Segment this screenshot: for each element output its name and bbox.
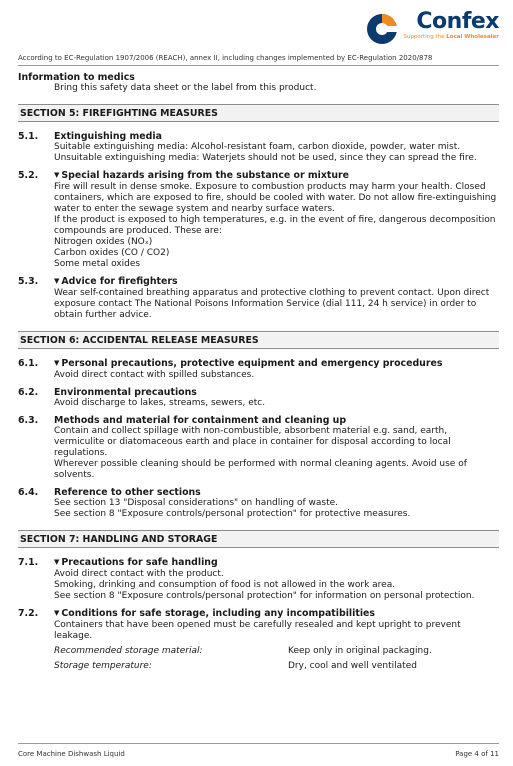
brand-tagline: Supporting the Local Wholesaler	[403, 34, 499, 40]
revision-triangle-icon: ▼	[54, 558, 60, 566]
regulation-line: According to EC-Regulation 1907/2006 (REACH), annex II, including changes implemented by EC-Regulation 2020/878	[18, 54, 433, 62]
item-6-3: 6.3. Methods and material for containment and cleaning up Contain and collect spillage with non-combustible, absorbent material e.g. sand, earth, vermiculite or diatomaceous earth and place in container for disposal according to local regulations. Wherever possible cleaning should be performed with normal cleaning agents. Avoid use of solvents.	[18, 415, 467, 480]
item-6-4: 6.4. Reference to other sections See section 13 "Disposal considerations" on handling of waste. See section 8 "Exposure controls/personal protection" for protective measures.	[18, 487, 411, 519]
section-5-header: SECTION 5: FIREFIGHTING MEASURES	[18, 104, 499, 122]
item-6-2: 6.2. Environmental precautions Avoid discharge to lakes, streams, sewers, etc.	[18, 387, 266, 408]
revision-triangle-icon: ▼	[54, 171, 60, 179]
medics-heading: Information to medics	[18, 72, 135, 83]
document-body	[18, 72, 499, 678]
item-7-2: 7.2. ▼ Conditions for safe storage, including any incompatibilities Containers that have been opened must be carefully resealed and kept upright to prevent leakage. Recommended storage material: Keep only in original packaging. Storage temperature: Dry, cool and well ventilated	[18, 608, 499, 672]
item-5-3: 5.3. ▼ Advice for firefighters Wear self-contained breathing apparatus and protective clothing to prevent contact. Upon direct exposure contact The National Poisons Information Service (dial 111, 24 h service) in order to obtain further advice.	[18, 276, 490, 320]
confex-logo	[365, 10, 499, 48]
item-5-1: 5.1. Extinguishing media Suitable extinguishing media: Alcohol-resistant foam, carbon dioxide, powder, water mist. Unsuitable extinguishing media: Waterjets should not be used, since they can spread the fire.	[18, 131, 477, 163]
brand-name: Confex	[416, 9, 499, 34]
storage-material-row: Recommended storage material: Keep only in original packaging.	[54, 646, 432, 656]
revision-triangle-icon: ▼	[54, 359, 60, 367]
confex-c-icon	[365, 12, 399, 46]
item-5-2: 5.2. ▼ Special hazards arising from the substance or mixture Fire will result in dense smoke. Exposure to combustion products may harm your health. Closed containers, which are exposed to fire, should be cooled with water. Do not allow fire-extinguishing water to enter the sewage system and nearby surface waters. If the product is exposed to high temperatures, e.g. in the event of fire, dangerous decomposition compounds are produced. These are: Nitrogen oxides (NOₓ) Carbon oxides (CO / CO2) Some metal oxides	[18, 170, 497, 269]
section-6-header: SECTION 6: ACCIDENTAL RELEASE MEASURES	[18, 331, 499, 349]
item-6-1: 6.1. ▼ Personal precautions, protective equipment and emergency procedures Avoid direct contact with spilled substances.	[18, 358, 443, 380]
revision-triangle-icon: ▼	[54, 609, 60, 617]
section-7-header: SECTION 7: HANDLING AND STORAGE	[18, 530, 499, 548]
medics-text: Bring this safety data sheet or the label from this product.	[54, 83, 317, 93]
storage-temperature-row: Storage temperature: Dry, cool and well ventilated	[54, 661, 417, 671]
medics-block	[18, 72, 499, 94]
item-7-1: 7.1. ▼ Precautions for safe handling Avoid direct contact with the product. Smoking, drinking and consumption of food is not allowed in the work area. See section 8 "Exposure controls/personal protection" for information on personal protection.	[18, 557, 475, 601]
header-divider	[18, 65, 499, 66]
revision-triangle-icon: ▼	[54, 277, 60, 285]
footer-product: Core Machine Dishwash Liquid	[18, 750, 125, 758]
footer-divider	[18, 743, 499, 744]
footer-page-number: Page 4 of 11	[455, 750, 499, 758]
